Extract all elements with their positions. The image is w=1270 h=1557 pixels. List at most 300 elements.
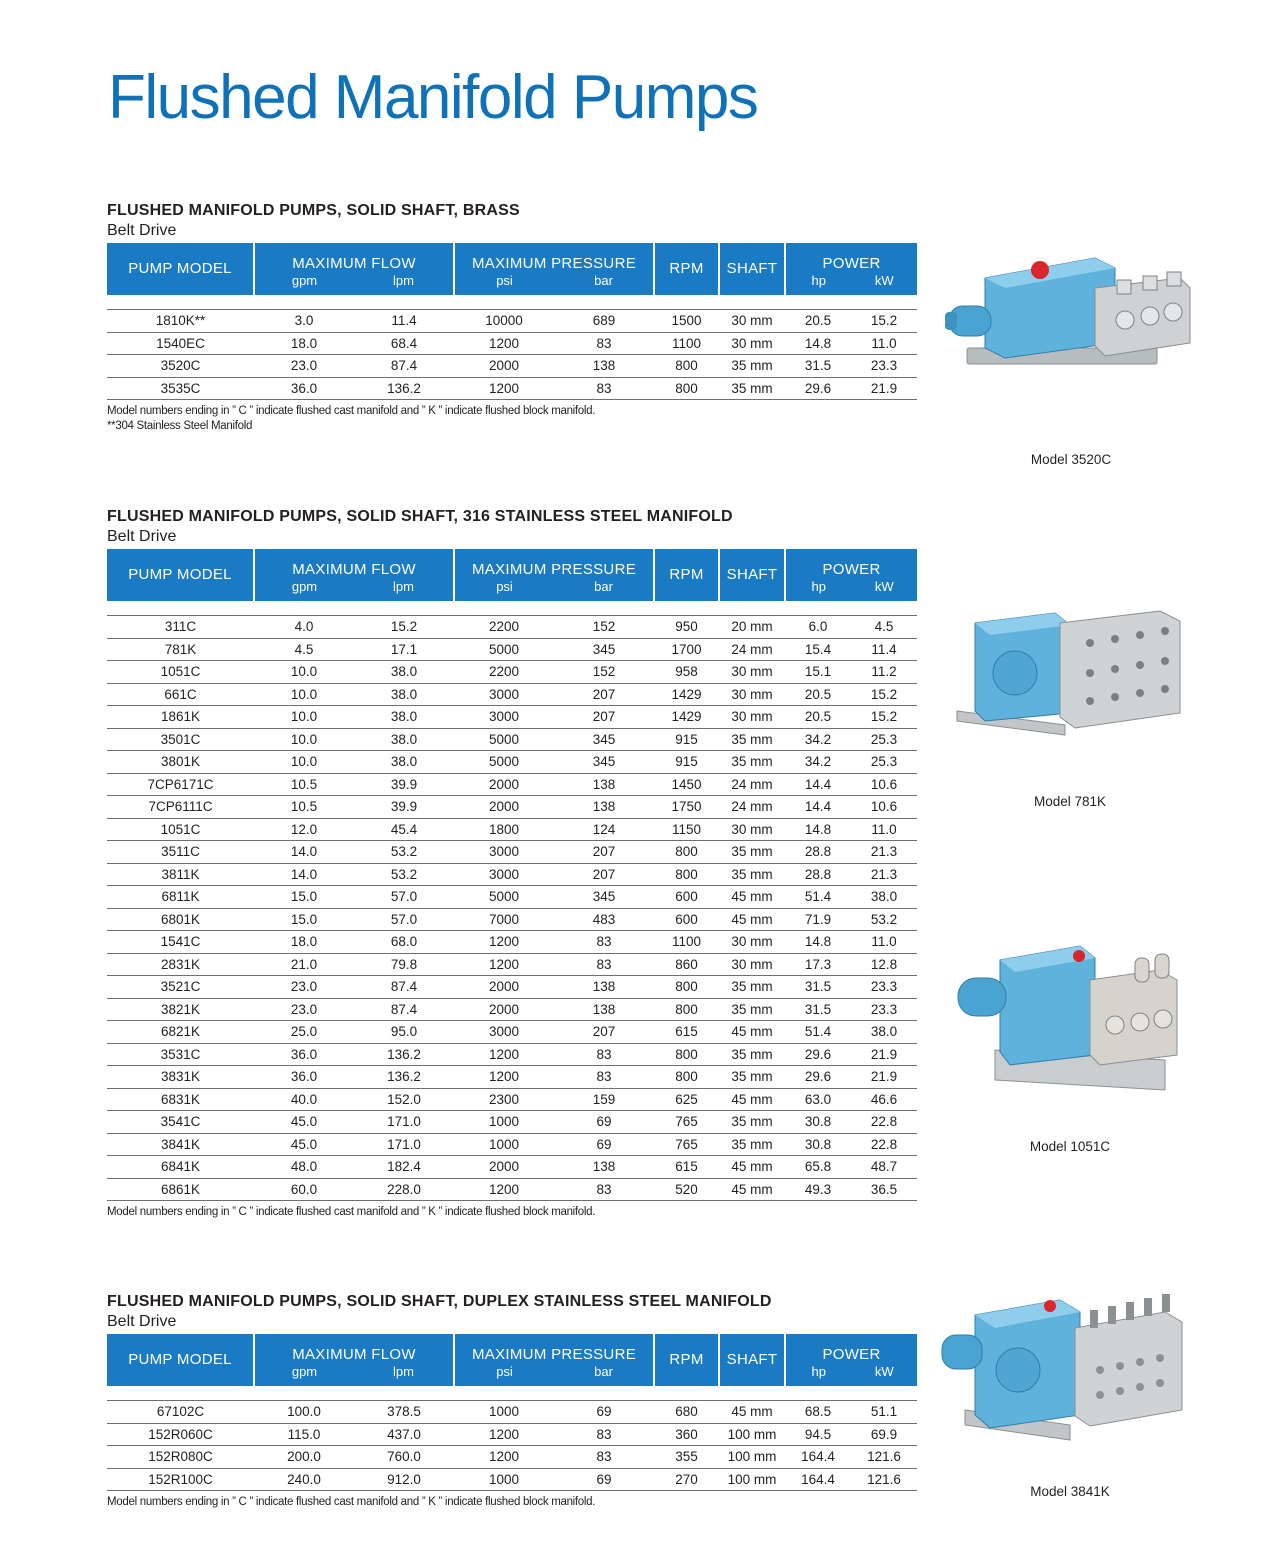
table-cell: 1200 xyxy=(454,1423,554,1446)
table-cell: 35 mm xyxy=(719,728,785,751)
table-cell: 20.5 xyxy=(785,310,851,333)
section-duplex-stainless xyxy=(107,1292,917,1510)
header-shaft xyxy=(719,549,785,601)
table-cell: 6821K xyxy=(107,1021,254,1044)
header-label: MAXIMUM PRESSURE xyxy=(472,255,636,272)
table-cell: 45.4 xyxy=(354,818,454,841)
table-row xyxy=(107,976,917,999)
table-cell: 5000 xyxy=(454,728,554,751)
table-cell: 800 xyxy=(654,377,719,400)
table-cell: 378.5 xyxy=(354,1401,454,1424)
table-cell: 28.8 xyxy=(785,863,851,886)
table-cell: 483 xyxy=(554,908,654,931)
table-cell: 1861K xyxy=(107,706,254,729)
table-cell: 2831K xyxy=(107,953,254,976)
table-cell: 240.0 xyxy=(254,1468,354,1491)
table-row xyxy=(107,1156,917,1179)
table-cell: 94.5 xyxy=(785,1423,851,1446)
table-row xyxy=(107,1401,917,1424)
table-cell: 2000 xyxy=(454,355,554,378)
table-row xyxy=(107,751,917,774)
table-cell: 138 xyxy=(554,1156,654,1179)
header-label: MAXIMUM FLOW xyxy=(292,1346,416,1363)
table-row xyxy=(107,332,917,355)
table-row xyxy=(107,661,917,684)
table-cell: 6831K xyxy=(107,1088,254,1111)
header-pump-model xyxy=(107,549,254,601)
table-cell: 2000 xyxy=(454,998,554,1021)
table-cell: 67102C xyxy=(107,1401,254,1424)
table-cell: 35 mm xyxy=(719,1066,785,1089)
table-cell: 95.0 xyxy=(354,1021,454,1044)
header-max-flow xyxy=(254,243,454,295)
table-row xyxy=(107,796,917,819)
table-cell: 17.3 xyxy=(785,953,851,976)
table-cell: 35 mm xyxy=(719,1133,785,1156)
header-unit: hp xyxy=(811,1364,826,1379)
table-row xyxy=(107,931,917,954)
table-cell: 69.9 xyxy=(851,1423,917,1446)
table-cell: 14.4 xyxy=(785,773,851,796)
table-cell: 138 xyxy=(554,998,654,1021)
table-cell: 3531C xyxy=(107,1043,254,1066)
table-cell: 182.4 xyxy=(354,1156,454,1179)
header-max-pressure xyxy=(454,549,654,601)
table-cell: 138 xyxy=(554,355,654,378)
table-row xyxy=(107,953,917,976)
table-cell: 45 mm xyxy=(719,886,785,909)
table-cell: 53.2 xyxy=(354,863,454,886)
table-cell: 3511C xyxy=(107,841,254,864)
table-cell: 615 xyxy=(654,1156,719,1179)
table-cell: 3520C xyxy=(107,355,254,378)
table-cell: 21.0 xyxy=(254,953,354,976)
table-row xyxy=(107,638,917,661)
header-unit: gpm xyxy=(291,579,318,594)
header-unit: hp xyxy=(811,273,826,288)
table-row xyxy=(107,841,917,864)
table-cell: 11.0 xyxy=(851,332,917,355)
table-cell: 152 xyxy=(554,661,654,684)
header-max-pressure xyxy=(454,243,654,295)
table-cell: 345 xyxy=(554,638,654,661)
table-cell: 22.8 xyxy=(851,1111,917,1134)
table-cell: 45.0 xyxy=(254,1133,354,1156)
table-cell: 1500 xyxy=(654,310,719,333)
table-cell: 10.0 xyxy=(254,706,354,729)
table-cell: 83 xyxy=(554,377,654,400)
table-cell: 6801K xyxy=(107,908,254,931)
section-subtitle: Belt Drive xyxy=(107,222,177,239)
table-cell: 14.0 xyxy=(254,841,354,864)
section-subtitle: Belt Drive xyxy=(107,1313,177,1330)
header-power xyxy=(785,549,917,601)
table-cell: 40.0 xyxy=(254,1088,354,1111)
table-cell: 3821K xyxy=(107,998,254,1021)
table-cell: 3811K xyxy=(107,863,254,886)
table-cell: 69 xyxy=(554,1401,654,1424)
table-cell: 35 mm xyxy=(719,841,785,864)
table-cell: 3535C xyxy=(107,377,254,400)
table-row xyxy=(107,773,917,796)
section-title: FLUSHED MANIFOLD PUMPS, SOLID SHAFT, 316 STAINLESS STEEL MANIFOLD xyxy=(107,508,733,525)
header-label: SHAFT xyxy=(726,566,778,583)
table-cell: 20.5 xyxy=(785,706,851,729)
table-cell: 3000 xyxy=(454,706,554,729)
table-cell: 11.2 xyxy=(851,661,917,684)
table-note xyxy=(107,1495,917,1510)
table-cell: 10.0 xyxy=(254,661,354,684)
table-cell: 950 xyxy=(654,616,719,639)
table-cell: 1000 xyxy=(454,1111,554,1134)
header-pump-model xyxy=(107,1334,254,1386)
table-cell: 207 xyxy=(554,1021,654,1044)
table-cell: 23.0 xyxy=(254,976,354,999)
table-cell: 355 xyxy=(654,1446,719,1469)
table-cell: 21.9 xyxy=(851,1043,917,1066)
table-cell: 10.6 xyxy=(851,773,917,796)
table-cell: 38.0 xyxy=(354,661,454,684)
header-unit: kW xyxy=(874,579,894,594)
table-cell: 83 xyxy=(554,332,654,355)
photo-caption: Model 3520C xyxy=(1030,452,1112,467)
table-cell: 164.4 xyxy=(785,1446,851,1469)
header-max-pressure xyxy=(454,1334,654,1386)
table-cell: 30 mm xyxy=(719,818,785,841)
header-unit: gpm xyxy=(291,273,318,288)
photo-caption: Model 1051C xyxy=(1029,1139,1111,1154)
table-cell: 45 mm xyxy=(719,1401,785,1424)
table-cell: 1200 xyxy=(454,1043,554,1066)
table-cell: 38.0 xyxy=(851,1021,917,1044)
table-cell: 14.4 xyxy=(785,796,851,819)
table-cell: 30 mm xyxy=(719,706,785,729)
table-cell: 915 xyxy=(654,728,719,751)
table-cell: 83 xyxy=(554,1423,654,1446)
table-cell: 21.9 xyxy=(851,1066,917,1089)
table-cell: 124 xyxy=(554,818,654,841)
table-cell: 35 mm xyxy=(719,976,785,999)
table-cell: 6.0 xyxy=(785,616,851,639)
header-label: PUMP MODEL xyxy=(128,1351,232,1368)
table-cell: 4.5 xyxy=(851,616,917,639)
table-cell: 915 xyxy=(654,751,719,774)
table-cell: 6841K xyxy=(107,1156,254,1179)
table-cell: 30 mm xyxy=(719,332,785,355)
table-cell: 29.6 xyxy=(785,377,851,400)
header-label: SHAFT xyxy=(726,260,778,277)
table-cell: 3541C xyxy=(107,1111,254,1134)
table-row xyxy=(107,1178,917,1201)
table-cell: 45 mm xyxy=(719,1178,785,1201)
header-power xyxy=(785,243,917,295)
table-cell: 22.8 xyxy=(851,1133,917,1156)
header-unit: bar xyxy=(594,1364,613,1379)
table-row xyxy=(107,310,917,333)
table-cell: 360 xyxy=(654,1423,719,1446)
table-cell: 115.0 xyxy=(254,1423,354,1446)
table-cell: 781K xyxy=(107,638,254,661)
table-cell: 437.0 xyxy=(354,1423,454,1446)
header-label: RPM xyxy=(669,1351,704,1368)
table-cell: 800 xyxy=(654,1066,719,1089)
table-row xyxy=(107,1111,917,1134)
table-cell: 46.6 xyxy=(851,1088,917,1111)
table-row xyxy=(107,863,917,886)
header-label: MAXIMUM FLOW xyxy=(292,561,416,578)
header-unit: kW xyxy=(874,273,894,288)
page-title: Flushed Manifold Pumps xyxy=(108,63,758,132)
header-unit: kW xyxy=(874,1364,894,1379)
pump-photo-781k-icon xyxy=(955,603,1185,743)
table-cell: 45 mm xyxy=(719,1088,785,1111)
pump-photo-3520c-icon xyxy=(945,248,1195,378)
table-row xyxy=(107,706,917,729)
table-row xyxy=(107,1446,917,1469)
table-cell: 87.4 xyxy=(354,976,454,999)
table-cell: 68.5 xyxy=(785,1401,851,1424)
table-cell: 14.8 xyxy=(785,931,851,954)
table-cell: 30 mm xyxy=(719,683,785,706)
table-cell: 25.0 xyxy=(254,1021,354,1044)
table-cell: 1800 xyxy=(454,818,554,841)
table-cell: 765 xyxy=(654,1133,719,1156)
table-cell: 83 xyxy=(554,931,654,954)
table-cell: 136.2 xyxy=(354,1066,454,1089)
table-cell: 51.1 xyxy=(851,1401,917,1424)
table-cell: 20 mm xyxy=(719,616,785,639)
header-shaft xyxy=(719,1334,785,1386)
table-cell: 3000 xyxy=(454,1021,554,1044)
table-cell: 760.0 xyxy=(354,1446,454,1469)
table-cell: 100 mm xyxy=(719,1468,785,1491)
table-cell: 68.4 xyxy=(354,332,454,355)
table-cell: 1540EC xyxy=(107,332,254,355)
table-cell: 23.0 xyxy=(254,355,354,378)
table-cell: 29.6 xyxy=(785,1043,851,1066)
header-pump-model xyxy=(107,243,254,295)
spec-table xyxy=(107,549,917,1201)
table-cell: 207 xyxy=(554,841,654,864)
table-cell: 1200 xyxy=(454,332,554,355)
table-cell: 38.0 xyxy=(354,751,454,774)
table-cell: 2000 xyxy=(454,773,554,796)
table-cell: 800 xyxy=(654,841,719,864)
section-title: FLUSHED MANIFOLD PUMPS, SOLID SHAFT, BRASS xyxy=(107,202,520,219)
table-cell: 45 mm xyxy=(719,908,785,931)
table-row xyxy=(107,818,917,841)
table-cell: 57.0 xyxy=(354,886,454,909)
table-cell: 2300 xyxy=(454,1088,554,1111)
table-cell: 800 xyxy=(654,863,719,886)
table-cell: 2200 xyxy=(454,616,554,639)
table-cell: 3831K xyxy=(107,1066,254,1089)
table-cell: 30.8 xyxy=(785,1111,851,1134)
table-cell: 10.0 xyxy=(254,683,354,706)
header-rpm xyxy=(654,1334,719,1386)
header-rpm xyxy=(654,549,719,601)
table-cell: 15.2 xyxy=(354,616,454,639)
table-cell: 3801K xyxy=(107,751,254,774)
table-cell: 83 xyxy=(554,1446,654,1469)
table-cell: 625 xyxy=(654,1088,719,1111)
table-cell: 30.8 xyxy=(785,1133,851,1156)
table-cell: 21.9 xyxy=(851,377,917,400)
table-cell: 51.4 xyxy=(785,1021,851,1044)
table-cell: 152R080C xyxy=(107,1446,254,1469)
table-cell: 30 mm xyxy=(719,661,785,684)
table-cell: 51.4 xyxy=(785,886,851,909)
table-row xyxy=(107,1423,917,1446)
header-shaft xyxy=(719,243,785,295)
table-cell: 1200 xyxy=(454,1066,554,1089)
table-cell: 60.0 xyxy=(254,1178,354,1201)
table-cell: 152R100C xyxy=(107,1468,254,1491)
table-cell: 2000 xyxy=(454,796,554,819)
table-cell: 10000 xyxy=(454,310,554,333)
table-cell: 63.0 xyxy=(785,1088,851,1111)
table-cell: 36.0 xyxy=(254,1043,354,1066)
table-cell: 860 xyxy=(654,953,719,976)
table-cell: 3000 xyxy=(454,863,554,886)
table-cell: 36.0 xyxy=(254,377,354,400)
table-cell: 10.0 xyxy=(254,751,354,774)
table-cell: 35 mm xyxy=(719,355,785,378)
table-cell: 100.0 xyxy=(254,1401,354,1424)
table-cell: 3.0 xyxy=(254,310,354,333)
table-cell: 71.9 xyxy=(785,908,851,931)
header-unit: gpm xyxy=(291,1364,318,1379)
table-cell: 15.0 xyxy=(254,908,354,931)
table-cell: 2000 xyxy=(454,976,554,999)
table-cell: 24 mm xyxy=(719,773,785,796)
table-cell: 69 xyxy=(554,1111,654,1134)
table-cell: 83 xyxy=(554,1066,654,1089)
table-cell: 15.2 xyxy=(851,706,917,729)
table-cell: 1100 xyxy=(654,931,719,954)
header-unit: bar xyxy=(594,273,613,288)
table-cell: 311C xyxy=(107,616,254,639)
table-cell: 69 xyxy=(554,1468,654,1491)
table-cell: 2000 xyxy=(454,1156,554,1179)
table-cell: 25.3 xyxy=(851,728,917,751)
spec-table xyxy=(107,1334,917,1491)
header-label: MAXIMUM FLOW xyxy=(292,255,416,272)
table-cell: 800 xyxy=(654,1043,719,1066)
table-cell: 5000 xyxy=(454,886,554,909)
table-cell: 53.2 xyxy=(354,841,454,864)
table-cell: 615 xyxy=(654,1021,719,1044)
table-cell: 15.2 xyxy=(851,310,917,333)
table-row xyxy=(107,728,917,751)
table-cell: 69 xyxy=(554,1133,654,1156)
table-cell: 152 xyxy=(554,616,654,639)
table-cell: 35 mm xyxy=(719,751,785,774)
table-cell: 36.5 xyxy=(851,1178,917,1201)
section-title: FLUSHED MANIFOLD PUMPS, SOLID SHAFT, DUPLEX STAINLESS STEEL MANIFOLD xyxy=(107,1293,772,1310)
table-cell: 34.2 xyxy=(785,728,851,751)
header-label: MAXIMUM PRESSURE xyxy=(472,1346,636,1363)
table-row xyxy=(107,908,917,931)
table-cell: 35 mm xyxy=(719,1111,785,1134)
table-row xyxy=(107,1021,917,1044)
table-cell: 138 xyxy=(554,976,654,999)
table-cell: 12.8 xyxy=(851,953,917,976)
table-cell: 20.5 xyxy=(785,683,851,706)
table-cell: 1200 xyxy=(454,377,554,400)
table-cell: 18.0 xyxy=(254,931,354,954)
table-cell: 7000 xyxy=(454,908,554,931)
table-cell: 1429 xyxy=(654,683,719,706)
table-cell: 24 mm xyxy=(719,796,785,819)
table-cell: 765 xyxy=(654,1111,719,1134)
table-cell: 17.1 xyxy=(354,638,454,661)
table-cell: 38.0 xyxy=(354,706,454,729)
table-cell: 207 xyxy=(554,706,654,729)
table-cell: 2200 xyxy=(454,661,554,684)
table-cell: 1051C xyxy=(107,661,254,684)
table-cell: 136.2 xyxy=(354,377,454,400)
table-cell: 23.3 xyxy=(851,976,917,999)
header-unit: lpm xyxy=(393,1364,414,1379)
table-cell: 207 xyxy=(554,683,654,706)
table-cell: 1000 xyxy=(454,1401,554,1424)
header-label: SHAFT xyxy=(726,1351,778,1368)
table-cell: 14.0 xyxy=(254,863,354,886)
table-cell: 800 xyxy=(654,355,719,378)
photo-caption: Model 781K xyxy=(1033,794,1107,809)
table-cell: 79.8 xyxy=(354,953,454,976)
table-cell: 15.2 xyxy=(851,683,917,706)
table-cell: 345 xyxy=(554,886,654,909)
table-cell: 1100 xyxy=(654,332,719,355)
table-cell: 800 xyxy=(654,976,719,999)
table-cell: 30 mm xyxy=(719,953,785,976)
table-cell: 35 mm xyxy=(719,377,785,400)
table-cell: 270 xyxy=(654,1468,719,1491)
table-cell: 11.0 xyxy=(851,818,917,841)
table-cell: 228.0 xyxy=(354,1178,454,1201)
table-cell: 87.4 xyxy=(354,998,454,1021)
table-cell: 45 mm xyxy=(719,1021,785,1044)
table-cell: 21.3 xyxy=(851,841,917,864)
table-row xyxy=(107,683,917,706)
table-cell: 10.6 xyxy=(851,796,917,819)
table-cell: 18.0 xyxy=(254,332,354,355)
table-cell: 152.0 xyxy=(354,1088,454,1111)
header-label: RPM xyxy=(669,260,704,277)
table-cell: 1051C xyxy=(107,818,254,841)
table-cell: 912.0 xyxy=(354,1468,454,1491)
table-cell: 1429 xyxy=(654,706,719,729)
table-row xyxy=(107,1088,917,1111)
table-cell: 83 xyxy=(554,1178,654,1201)
table-cell: 10.5 xyxy=(254,773,354,796)
table-cell: 661C xyxy=(107,683,254,706)
table-cell: 5000 xyxy=(454,751,554,774)
table-cell: 38.0 xyxy=(851,886,917,909)
table-cell: 121.6 xyxy=(851,1468,917,1491)
table-cell: 12.0 xyxy=(254,818,354,841)
table-cell: 15.4 xyxy=(785,638,851,661)
table-cell: 35 mm xyxy=(719,998,785,1021)
header-unit: bar xyxy=(594,579,613,594)
table-cell: 39.9 xyxy=(354,796,454,819)
table-cell: 31.5 xyxy=(785,355,851,378)
table-cell: 3521C xyxy=(107,976,254,999)
table-cell: 24 mm xyxy=(719,638,785,661)
table-cell: 31.5 xyxy=(785,976,851,999)
